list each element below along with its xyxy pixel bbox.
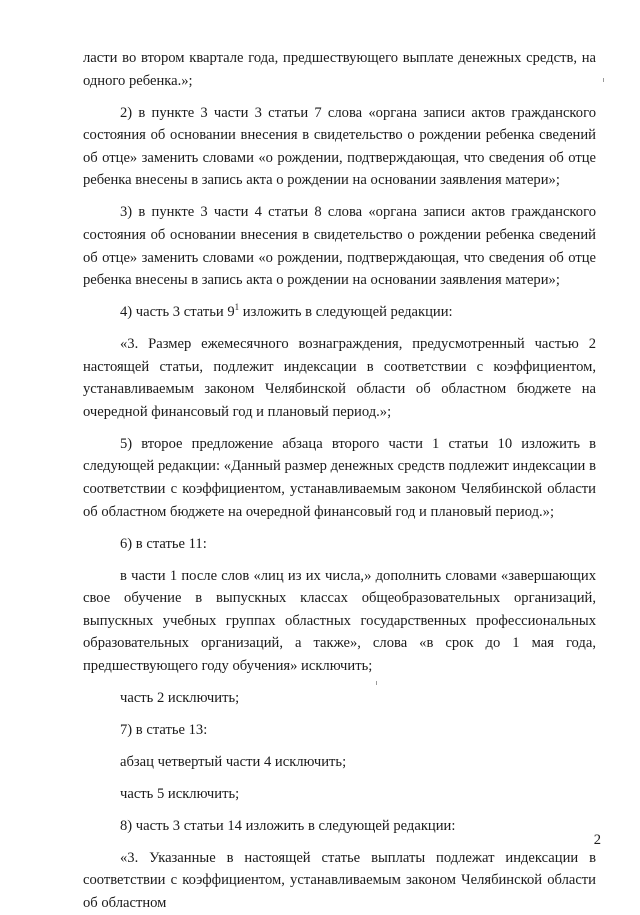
paragraph-quote-payments: «3. Указанные в настоящей статье выплаты подлежат индексации в соответствии с коэффициентом, устанавливаемым законом Челябинской области об областном [83, 849, 596, 912]
paragraph-item-2: 2) в пункте 3 части 3 статьи 7 слова «органа записи актов гражданского состояния об основании внесения в свидетельство о рождении ребенка сведений об отце» заменить словами «о рождении, подтверждающая, что сведения об отце ребенка внесены в запись акта о рождении на основании заявления матери»; [83, 104, 596, 189]
paragraph-continuation: ласти во втором квартале года, предшествующего выплате денежных средств, на одного ребенка.»; [83, 50, 596, 89]
paragraph-item-4-before: 4) часть 3 статьи 9 [120, 304, 235, 321]
superscript-article-index: 1 [234, 302, 240, 313]
paragraph-item-8: 8) часть 3 статьи 14 изложить в следующей редакции: [120, 817, 456, 834]
paragraph-article-13-part-5: часть 5 исключить; [120, 785, 240, 802]
paragraph-item-4 [83, 301, 596, 324]
paragraph-item-3: 3) в пункте 3 части 4 статьи 8 слова «органа записи актов гражданского состояния об основании внесения в свидетельство о рождении ребенка сведений об отце» заменить словами «о рождении, подтверждающая, что сведения об отце ребенка внесены в запись акта о рождении на основании заявления матери»; [83, 204, 596, 289]
paragraph-article-11-part-2: часть 2 исключить; [120, 689, 240, 706]
paragraph-item-4-after: изложить в следующей редакции: [239, 304, 453, 321]
scan-speck [376, 681, 377, 685]
paragraph-article-13-part-4: абзац четвертый части 4 исключить; [120, 753, 347, 770]
paragraph-item-6: 6) в статье 11: [120, 535, 207, 552]
document-body [83, 47, 596, 915]
paragraph-quote-remuneration: «3. Размер ежемесячного вознаграждения, предусмотренный частью 2 настоящей статьи, подлежит индексации в соответствии с коэффициентом, устанавливаемым законом Челябинской области об областном бюджете на очередной финансовый год и плановый период.»; [83, 336, 596, 420]
scan-speck [603, 78, 604, 82]
paragraph-item-7: 7) в статье 13: [120, 721, 208, 738]
paragraph-article-11-part-1: в части 1 после слов «лиц из их числа,» дополнить словами «завершающих свое обучение в выпускных классах общеобразовательных организаций, выпускных учебных группах областных государственных профессиональных образовательных организаций, а также», слова «в срок до 1 мая года, предшествующего году обучения» исключить; [83, 567, 596, 674]
paragraph-item-5: 5) второе предложение абзаца второго части 1 статьи 10 изложить в следующей редакции: «Данный размер денежных средств подлежит индексации в соответствии с коэффициентом, устанавливаемым законом Челябинской области об областном бюджете на очередной финансовый год и плановый период.»; [83, 435, 596, 520]
page-number: 2 [593, 832, 601, 848]
